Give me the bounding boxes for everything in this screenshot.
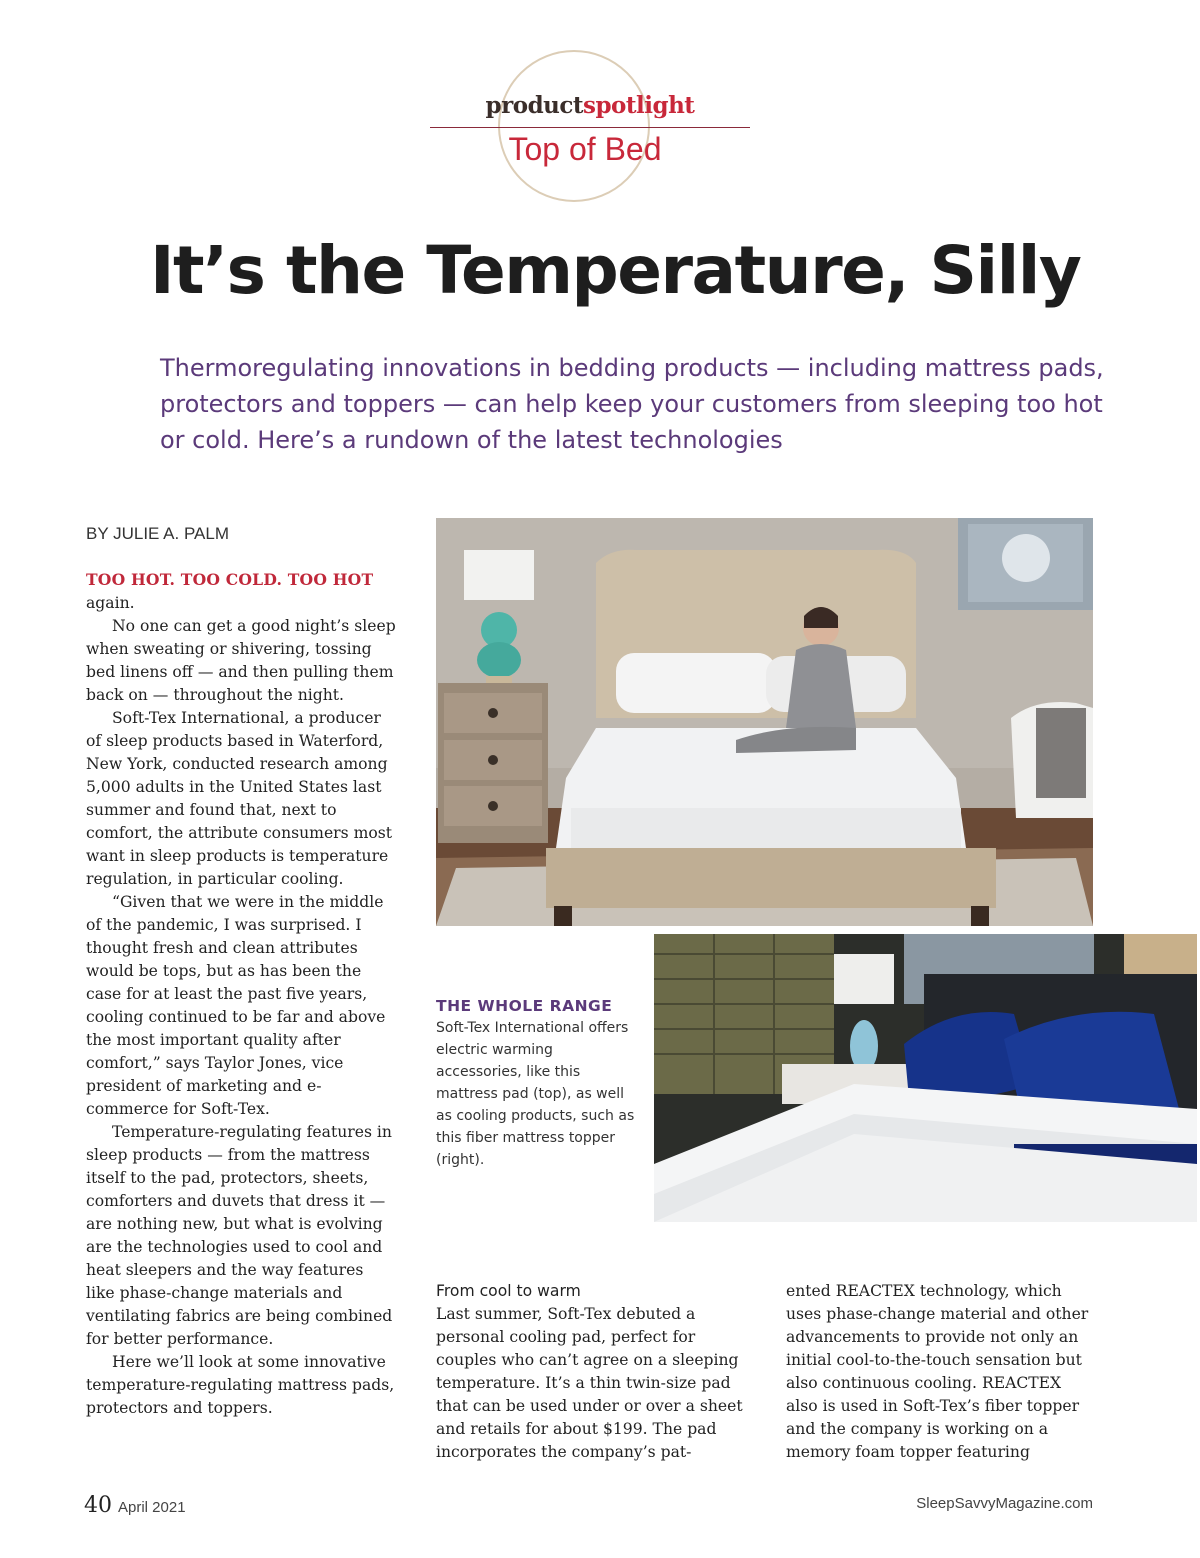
kicker-spotlight: spotlight xyxy=(583,92,695,119)
body-column-1 xyxy=(86,568,396,1420)
lead-in: TOO HOT. TOO COLD. TOO HOT xyxy=(86,570,374,589)
headline: It’s the Temperature, Silly xyxy=(150,232,1081,309)
paragraph: Temperature-regulating features in sleep products — from the mattress itself to the pad, protectors, sheets, comforters and duvets that dress it — are nothing new, but what is evolving are the technologies used to cool and heat sleepers and the way features like phase-change materials and ventilating fabrics are being combined for better performance. xyxy=(86,1123,393,1348)
photo-fiber-topper xyxy=(646,926,1197,1222)
header-rule xyxy=(430,127,750,128)
byline: BY JULIE A. PALM xyxy=(86,524,229,543)
paragraph: Last summer, Soft-Tex debuted a personal cooling pad, perfect for couples who can’t agree on a sleeping temperature. It’s a thin twin-size pad that can be used under or over a sheet and retails for about $199. The pad incorporates the company’s pat- xyxy=(436,1305,743,1461)
deck: Thermoregulating innovations in bedding products — including mattress pads, protectors and toppers — can help keep your customers from sleeping too hot or cold. Here’s a rundown of the latest technologies xyxy=(160,354,1104,454)
paragraph: Soft-Tex International, a producer of sleep products based in Waterford, New York, conducted research among 5,000 adults in the United States last summer and found that, next to comfort, the attribute consumers most want in sleep products is temperature regulation, in particular cooling. xyxy=(86,709,393,888)
subhead: From cool to warm xyxy=(436,1282,581,1300)
paragraph: “Given that we were in the middle of the pandemic, I was surprised. I thought fresh and clean attributes would be tops, but as has been the case for at least the past five years, cooling continued to be far and above the most important quality after comfort,” says Taylor Jones, vice president of marketing and e-commerce for Soft-Tex. xyxy=(86,893,386,1118)
paragraph: No one can get a good night’s sleep when sweating or shivering, tossing bed linens off — and then pulling them back on — throughout the night. xyxy=(86,617,396,704)
kicker-product: product xyxy=(485,92,584,119)
body-column-3 xyxy=(786,1280,1096,1464)
paragraph: Here we’ll look at some innovative temperature-regulating mattress pads, protectors and toppers. xyxy=(86,1353,395,1417)
caption-text: Soft-Tex International offers electric warming accessories, like this mattress pad (top), as well as cooling products, such as this fiber mattress topper (right). xyxy=(436,1020,635,1168)
header-circle-ornament xyxy=(498,50,650,202)
footer-folio xyxy=(84,1493,186,1518)
issue-date: April 2021 xyxy=(118,1499,186,1516)
paragraph: ented REACTEX technology, which uses phase-change material and other advancements to provide not only an initial cool-to-the-touch sensation but also continuous cooling. REACTEX also is used in Soft-Tex’s fiber topper and the company is working on a memory foam topper featuring xyxy=(786,1282,1089,1461)
column-kicker xyxy=(430,92,750,119)
lead-paragraph xyxy=(86,568,396,615)
body-column-2 xyxy=(436,1280,746,1464)
page-number: 40 xyxy=(84,1493,112,1518)
lead-rest: again. xyxy=(86,594,135,612)
footer-site: SleepSavvyMagazine.com xyxy=(916,1495,1093,1512)
caption-title: THE WHOLE RANGE xyxy=(436,997,613,1015)
photo-bedroom-mattress-pad xyxy=(436,518,1093,926)
photo-caption xyxy=(436,995,636,1171)
section-title: Top of Bed xyxy=(508,131,662,167)
